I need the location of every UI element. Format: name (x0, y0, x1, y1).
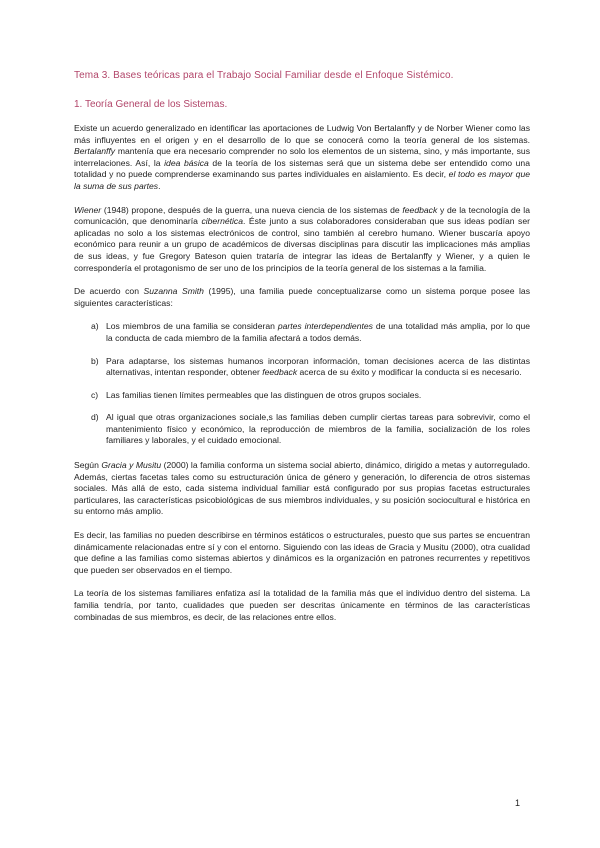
list-marker: a) (91, 321, 99, 332)
document-body (74, 123, 530, 635)
p1-emphasis-todo: el todo es mayor que la suma de sus partes (74, 169, 530, 191)
list-b-text-3: acerca de su éxito y modificar la conducta si es necesario. (297, 367, 522, 378)
list-marker: d) (91, 412, 99, 423)
p4-text-a: Según (74, 460, 102, 471)
page-number: 1 (515, 798, 521, 808)
p1-text-e: de la teoría de los sistemas será que un sistema debe ser entendido como una totalidad y no puede comprenderse examinando sus partes individuales en aislamiento. Es decir, (74, 157, 530, 180)
p3-emphasis-smith: Suzanna Smith (143, 286, 204, 297)
paragraph-6: La teoría de los sistemas familiares enfatiza así la totalidad de la familia más que el individuo dentro del sistema. La familia tendría, por tanto, cualidades que pueden ser descritas únicamente en términos de las características combinadas de sus miembros, es decir, de las relaciones entre ellos. (74, 588, 530, 622)
list-item-text (106, 321, 530, 344)
p3-text-a: De acuerdo con (74, 286, 144, 297)
list-a-text-1: Los miembros de una familia se consideran (106, 321, 278, 332)
list-item (74, 412, 530, 447)
list-item (74, 321, 530, 344)
list-b-text-1: Para adaptarse, los sistemas humanos incorporan información, toman decisiones acerca de las distintas alternativas, intentan responder, obtener (106, 355, 530, 378)
p4-emphasis-gracia-musitu: Gracia y Musitu (101, 460, 162, 471)
characteristics-list (74, 321, 530, 447)
list-item-text: Al igual que otras organizaciones sociale,s las familias deben cumplir ciertas tareas para sobrevivir, como el mantenimiento físico y económico, la reproducción de miembros de la familia, socialización de los roles familiares y laborales, y el cuidado emocional. (106, 412, 530, 446)
document-title: Tema 3. Bases teóricas para el Trabajo Social Familiar desde el Enfoque Sistémico. (74, 70, 454, 81)
p2-text-d: y de la tecnología de la comunicación, que denominaría (74, 204, 530, 227)
section-heading: 1. Teoría General de los Sistemas. (74, 99, 228, 110)
p1-emphasis-bertalanffy: Bertalanffy (74, 146, 116, 157)
p1-text-c: mantenía que era necesario comprender no solo los elementos de un sistema, sino, y más importante, sus interrelaciones. Así, la (74, 146, 530, 168)
list-marker: c) (91, 389, 99, 400)
p2-emphasis-cibernetica: cibernética (201, 216, 243, 227)
p2-text-f: . Éste junto a sus colaboradores consideraban que sus ideas podían ser aplicadas no solo a los sistemas electrónicos de control, sino también al cerebro humano. Wiener buscaría apoyo económico para reunir a un grupo de académicos de diversas disciplinas para discutir las implicaciones más amplias de sus ideas, y fue Gregory Bateson quien trataría de integrar las ideas de Bertalanffy y Wiener, y a quien le correspondería el protagonismo de ser uno de los principios de la teoría general de los sistemas a la familia. (74, 216, 530, 273)
list-item (74, 390, 530, 402)
list-marker: b) (91, 355, 99, 366)
list-item-text (106, 356, 530, 379)
paragraph-5: Es decir, las familias no pueden describirse en términos estáticos o estructurales, puesto que sus partes se encuentran dinámicamente relacionadas entre sí y con el entorno. Siguiendo con las ideas de Gracia y Musitu (2000), otra cualidad que define a las familias como sistemas abiertos y dinámicos es la organización en patrones recurrentes y repetitivos que pueden ser observados en el tiempo. (74, 530, 530, 575)
paragraph-1 (74, 123, 530, 193)
list-item (74, 356, 530, 379)
list-item-text: Las familias tienen límites permeables que las distinguen de otros grupos sociales. (106, 389, 422, 400)
p1-text-a: Existe un acuerdo generalizado en identificar las aportaciones de Ludwig Von Bertalanffy y de Norber Wiener como las más influyentes en el origen y en el desarrollo de lo que se conocerá como la teoría general de los sistemas. (74, 123, 530, 145)
p3-text-c: (1995), una familia puede conceptualizarse como un sistema porque posee las siguientes características: (74, 286, 530, 308)
list-a-emphasis: partes interdependientes (277, 321, 373, 332)
p1-text-g: . (158, 180, 161, 191)
p4-text-c: (2000) la familia conforma un sistema social abierto, dinámico, dirigido a metas y autorregulado. Además, ciertas facetas tales como su estructuración única de género y generación, lo diferencia de otros sistemas sociales. Más allá de esto, cada sistema individual familiar está configurado por sus propias facetas estructurales particulares, las características psicobiológicas de sus miembros individuales, y su posición sociocultural e histórica en su entorno más amplio. (74, 460, 530, 517)
paragraph-4 (74, 460, 530, 518)
list-a-text-3: de una totalidad más amplia, por lo que la conducta de cada miembro de la familia afectará a todos demás. (106, 321, 530, 343)
p2-emphasis-wiener: Wiener (74, 204, 102, 215)
p1-emphasis-idea-basica: idea básica (164, 157, 209, 168)
p2-emphasis-feedback: feedback (402, 204, 438, 215)
paragraph-3 (74, 286, 530, 309)
list-b-emphasis: feedback (262, 367, 298, 378)
paragraph-2 (74, 205, 530, 275)
p2-text-b: (1948) propone, después de la guerra, una nueva ciencia de los sistemas de (101, 204, 403, 215)
